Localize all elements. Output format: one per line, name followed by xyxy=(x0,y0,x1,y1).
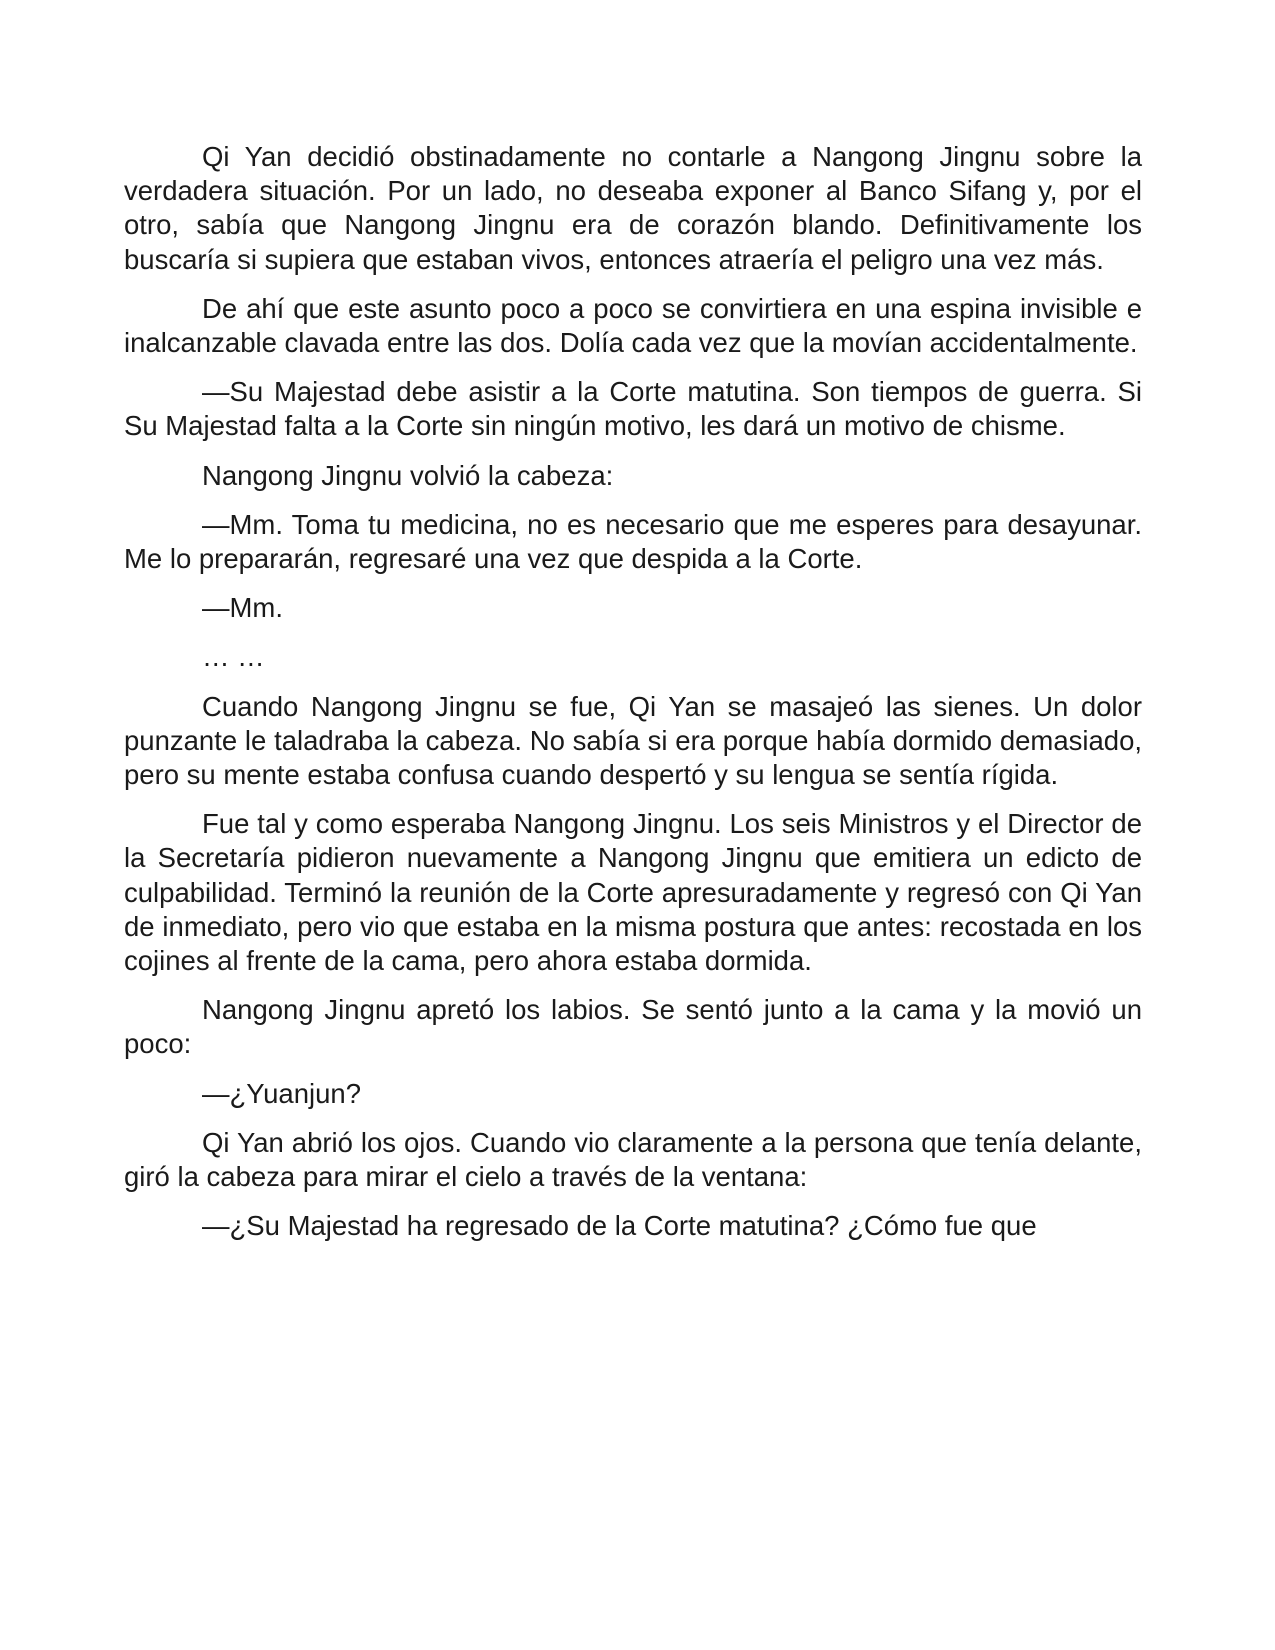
paragraph-6: —Mm. xyxy=(202,592,283,624)
paragraph-9: Fue tal y como esperaba Nangong Jingnu. Los seis Ministros y el Director de la Secretaría pidieron nuevamente a Nangong Jingnu que emitiera un edicto de culpabilidad. Terminó la reunión de la Corte apresuradamente y regresó con Qi Yan de inmediato, pero vio que estaba en la misma postura que antes: recostada en los cojines al frente de la cama, pero ahora estaba dormida. xyxy=(124,808,1142,977)
paragraph-2: De ahí que este asunto poco a poco se convirtiera en una espina invisible e inalcanzable clavada entre las dos. Dolía cada vez que la movían accidentalmente. xyxy=(124,292,1142,359)
paragraph-1: Qi Yan decidió obstinadamente no contarle a Nangong Jingnu sobre la verdadera situación. Por un lado, no deseaba exponer al Banco Sifang y, por el otro, sabía que Nangong Jingnu era de corazón blando. Definitivamente los buscaría si supiera que estaban vivos, entonces atraería el peligro una vez más. xyxy=(124,141,1142,275)
paragraph-5: —Mm. Toma tu medicina, no es necesario que me esperes para desayunar. Me lo prepararán, regresaré una vez que despida a la Corte. xyxy=(124,508,1142,575)
paragraph-12: Qi Yan abrió los ojos. Cuando vio claramente a la persona que tenía delante, giró la cabeza para mirar el cielo a través de la ventana: xyxy=(124,1126,1142,1193)
document-page xyxy=(124,140,1142,1243)
paragraph-13: —¿Su Majestad ha regresado de la Corte matutina? ¿Cómo fue que xyxy=(202,1210,1037,1242)
paragraph-3: —Su Majestad debe asistir a la Corte matutina. Son tiempos de guerra. Si Su Majestad falta a la Corte sin ningún motivo, les dará un motivo de chisme. xyxy=(124,376,1142,442)
paragraph-10: Nangong Jingnu apretó los labios. Se sentó junto a la cama y la movió un poco: xyxy=(124,994,1142,1060)
scene-break: … … xyxy=(202,641,265,673)
paragraph-8: Cuando Nangong Jingnu se fue, Qi Yan se masajeó las sienes. Un dolor punzante le taladraba la cabeza. No sabía si era porque había dormido demasiado, pero su mente estaba confusa cuando despertó y su lengua se sentía rígida. xyxy=(124,690,1142,791)
paragraph-11: —¿Yuanjun? xyxy=(202,1077,361,1109)
paragraph-4: Nangong Jingnu volvió la cabeza: xyxy=(202,459,614,491)
